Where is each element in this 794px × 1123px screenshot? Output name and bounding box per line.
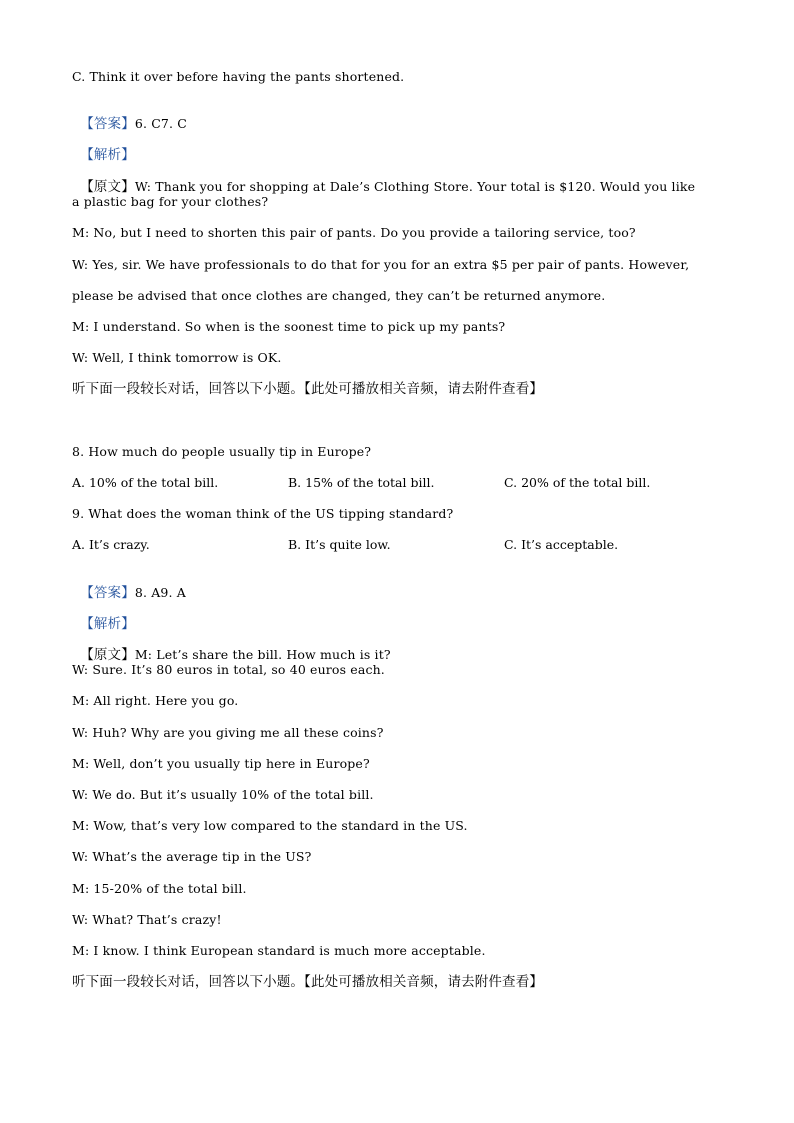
transcript2-line-7: M: Wow, that’s very low compared to the standard in the US. bbox=[72, 818, 468, 833]
analysis-tag: 【解析】 bbox=[80, 147, 135, 163]
transcript2-line-5: M: Well, don’t you usually tip here in Europe? bbox=[72, 756, 370, 771]
listening-instruction: 听下面一段较长对话，回答以下小题。【此处可播放相关音频，请去附件查看】 bbox=[72, 381, 543, 397]
analysis-line-2 bbox=[72, 600, 135, 632]
transcript-tag: 【原文】 bbox=[80, 179, 135, 195]
transcript2-line-2: W: Sure. It’s 80 euros in total, so 40 euros each. bbox=[72, 662, 385, 677]
question-9: 9. What does the woman think of the US tipping standard? bbox=[72, 506, 454, 521]
answer-tag-2: 【答案】 bbox=[80, 585, 135, 601]
transcript-text: W: Thank you for shopping at Dale’s Clothing Store. Your total is $120. Would you like bbox=[134, 179, 696, 194]
listening-instruction-2: 听下面一段较长对话，回答以下小题。【此处可播放相关音频，请去附件查看】 bbox=[72, 974, 543, 990]
transcript2-line-1 bbox=[72, 631, 391, 663]
transcript-line-6: M: I understand. So when is the soonest time to pick up my pants? bbox=[72, 319, 506, 334]
q9-option-a: A. It’s crazy. bbox=[72, 537, 150, 552]
transcript-tag-2: 【原文】 bbox=[80, 647, 135, 663]
transcript2-line-10: W: What? That’s crazy! bbox=[72, 912, 222, 927]
answer-tag: 【答案】 bbox=[80, 116, 135, 132]
transcript2-line-4: W: Huh? Why are you giving me all these coins? bbox=[72, 725, 384, 740]
transcript2-line-9: M: 15-20% of the total bill. bbox=[72, 881, 247, 896]
transcript-line-1 bbox=[72, 163, 695, 195]
transcript-line-7: W: Well, I think tomorrow is OK. bbox=[72, 350, 282, 365]
answer-text-2: 8. A9. A bbox=[134, 585, 186, 600]
transcript2-line-6: W: We do. But it’s usually 10% of the total bill. bbox=[72, 787, 374, 802]
transcript-line-5: please be advised that once clothes are changed, they can’t be returned anymore. bbox=[72, 288, 606, 303]
q8-option-a: A. 10% of the total bill. bbox=[72, 475, 219, 490]
transcript2-line-11: M: I know. I think European standard is much more acceptable. bbox=[72, 943, 486, 958]
analysis-tag-2: 【解析】 bbox=[80, 616, 135, 632]
question-8: 8. How much do people usually tip in Europe? bbox=[72, 444, 372, 459]
analysis-line bbox=[72, 131, 135, 163]
transcript2-text: M: Let’s share the bill. How much is it? bbox=[134, 647, 391, 662]
transcript-line-3: M: No, but I need to shorten this pair of pants. Do you provide a tailoring service, too? bbox=[72, 225, 636, 240]
q8-option-b: B. 15% of the total bill. bbox=[288, 475, 435, 490]
transcript-line-2: a plastic bag for your clothes? bbox=[72, 194, 269, 209]
q9-option-c: C. It’s acceptable. bbox=[504, 537, 619, 552]
answer-text: 6. C7. C bbox=[134, 116, 187, 131]
transcript2-line-8: W: What’s the average tip in the US? bbox=[72, 849, 312, 864]
q9-option-b: B. It’s quite low. bbox=[288, 537, 391, 552]
transcript-line-4: W: Yes, sir. We have professionals to do that for you for an extra $5 per pair of pants. However, bbox=[72, 257, 690, 272]
answer-line bbox=[72, 100, 187, 132]
q8-option-c: C. 20% of the total bill. bbox=[504, 475, 651, 490]
option-c-text: C. Think it over before having the pants shortened. bbox=[72, 69, 405, 84]
answer-line-2 bbox=[72, 569, 186, 601]
transcript2-line-3: M: All right. Here you go. bbox=[72, 693, 239, 708]
